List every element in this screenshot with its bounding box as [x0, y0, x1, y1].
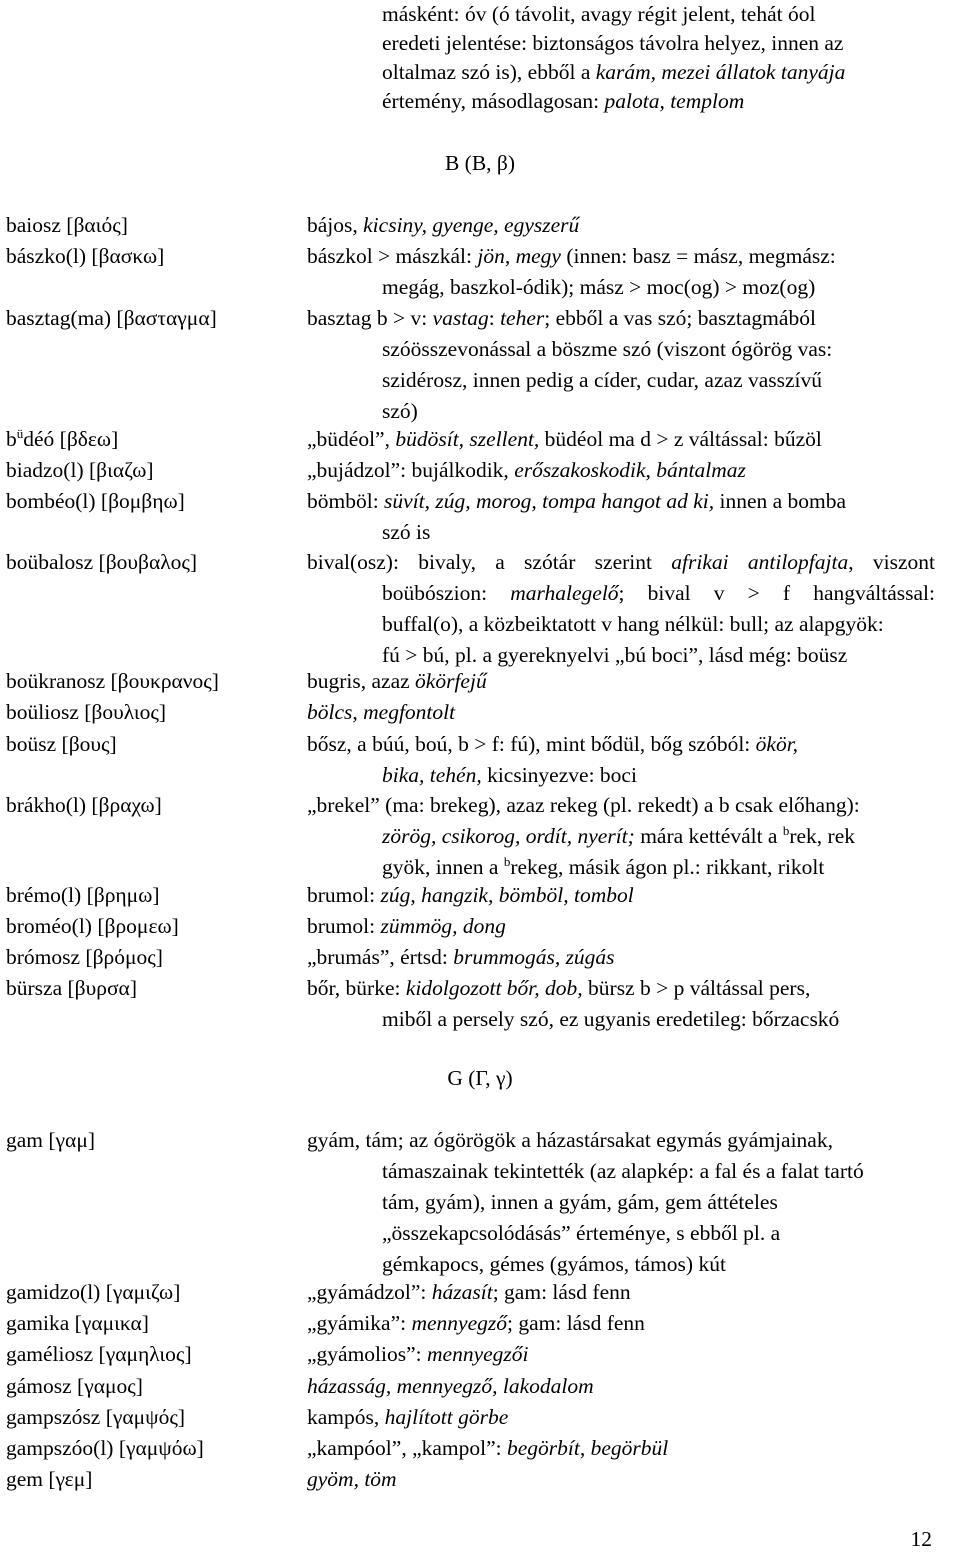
headword-bdeo: $b^üdéó$ [βδεω]	[6, 425, 119, 451]
section-heading-g: G (Γ, γ)	[447, 1066, 513, 1090]
headword-bombeol: bombéo(l) [βομβηω]	[6, 489, 185, 513]
headword-bromeol: broméo(l) [βρομεω]	[6, 914, 179, 938]
definition-gampszosz: kampós, hajlított görbe	[307, 1405, 509, 1429]
definition-gameliosz: „gyámolios”: mennyegzői	[307, 1342, 529, 1366]
definition-gam: gyám, tám; az ógörögök a házastársakat egymás gyámjainak, támaszainak tekintették (az alapkép: a fal és a falat tartó tám, gyám), innen a gyám, gám, gem áttételes „összekapcsolódásás” értеménye, s ebből pl. a gémkapocs, gémes (gyámos, támos) kút	[307, 1128, 864, 1276]
definition-biadzol: „bujádzol”: bujálkodik, erőszakoskodik, bántalmaz	[307, 458, 746, 482]
headword-gamika: gamika [γαμικα]	[6, 1311, 149, 1335]
definition-bromeol: brumol: zümmög, dong	[307, 914, 506, 938]
definition-gamika: „gyámika”: mennyegző; gam: lásd fenn	[307, 1311, 645, 1335]
headword-baszkol: bászko(l) [βασκω]	[6, 244, 165, 268]
headword-gem: gem [γεμ]	[6, 1467, 93, 1491]
headword-boubalosz: boübalosz [βουβαλος]	[6, 550, 198, 574]
headword-gam: gam [γαμ]	[6, 1128, 96, 1152]
definition-bombeol: bömböl: süvít, zúg, morog, tompa hangot ad ki, innen a bomba szó is	[307, 489, 847, 544]
definition-baiosz: bájos, kicsiny, gyenge, egyszerű	[307, 213, 580, 237]
intro-line-3: oltalmaz szó is), ebből a karám, mezei állatok tanyája	[382, 60, 846, 84]
headword-bouliosz: boüliosz [βουλιος]	[6, 700, 167, 724]
definition-boubalosz: bival(osz): bivaly, a szótár szerint afrikai antilopfajta, viszont boübószion: marhalegelő; bival v > f hangváltással: buffal(o), a közbeiktatott v hang nélkül: bull; az alapgyök: fú > bú, pl. a gyereknyelvi „bú boci”, lásd még: boüsz	[307, 550, 936, 667]
headword-biadzol: biadzo(l) [βιαζω]	[6, 458, 154, 482]
definition-gamidzol: „gyámádzol”: házasít; gam: lásd fenn	[307, 1280, 631, 1304]
intro-paragraph	[382, 0, 942, 116]
headword-gampszosz: gampszósz [γαμψός]	[6, 1405, 186, 1429]
intro-line-1: másként: óv (ó távolit, avagy régit jelent, tehát óol	[382, 2, 816, 26]
headword-boukranosz: boükranosz [βουκρανος]	[6, 669, 219, 693]
headword-baiosz: baiosz [βαιός]	[6, 213, 128, 237]
definition-gampszool: „kampóol”, „kampol”: begörbít, begörbül	[307, 1436, 669, 1460]
definition-bursza: bőr, bürke: kidolgozott bőr, dob, bürsz b > p váltással pers, miből a persely szó, ez ugyanis eredetileg: bőrzacskó	[307, 976, 840, 1031]
page-number: 12	[910, 1527, 932, 1551]
definition-bouliosz: bölcs, megfontolt	[307, 700, 456, 724]
definition-gamosz: házasság, mennyegző, lakodalom	[307, 1374, 594, 1398]
definition-bromosz: „brumás”, értsd: brummogás, zúgás	[307, 945, 615, 969]
intro-line-2: eredeti jelentése: biztonságos távolra helyez, innen az	[382, 31, 844, 55]
headword-bromosz: brómosz [βρόμος]	[6, 945, 163, 969]
headword-gamidzol: gamidzo(l) [γαμιζω]	[6, 1280, 181, 1304]
headword-bremol: brémo(l) [βρημω]	[6, 883, 160, 907]
headword-gamosz: gámosz [γαμος]	[6, 1374, 143, 1398]
definition-bdeo: „büdéol”, büdösít, szellent, büdéol ma d > z váltással: bűzöl	[307, 427, 822, 451]
headword-bousz: boüsz [βους]	[6, 732, 117, 756]
definition-baszkol: bászkol > mászkál: jön, megy (innen: basz = mász, megmász: megág, baszkol-ódik); mász > moc(og) > moz(og)	[307, 244, 836, 299]
definition-basztagma: basztag b > v: vastag: teher; ebből a vas szó; basztagmából szóösszevonással a böszme szó (viszont ógörög vas: szidérosz, innen pedig a cíder, cudar, azaz vasszívű szó)	[307, 306, 833, 423]
section-heading-b: B (Β, β)	[444, 151, 516, 175]
definition-bremol: brumol: zúg, hangzik, bömböl, tombol	[307, 883, 634, 907]
definition-brakhol: „brekel” (ma: brekeg), azaz rekeg (pl. rekedt) a b csak előhang): zörög, csikorog, ordít, nyerít; mára kettévált a $^b$rek, rek gyök, innen a $^b$rekeg, másik ágon pl.: rikkant, rikolt	[307, 793, 860, 879]
headword-brakhol: brákho(l) [βραχω]	[6, 793, 162, 817]
headword-gampszool: gampszóo(l) [γαμψόω]	[6, 1436, 204, 1460]
intro-line-4: értemény, másodlagosan: palota, templom	[382, 89, 745, 113]
definition-bousz: bősz, a búú, boú, b > f: fú), mint bődül, bőg szóból: ökör, bika, tehén, kicsinyezve: boci	[307, 732, 799, 787]
definition-boukranosz: bugris, azaz ökörfejű	[307, 669, 487, 693]
headword-bursza: bürsza [βυρσα]	[6, 976, 137, 1000]
definition-gem: gyöm, töm	[307, 1467, 397, 1491]
headword-gameliosz: gaméliosz [γαμηλιος]	[6, 1342, 192, 1366]
headword-basztagma: basztag(ma) [βασταγμα]	[6, 306, 217, 330]
